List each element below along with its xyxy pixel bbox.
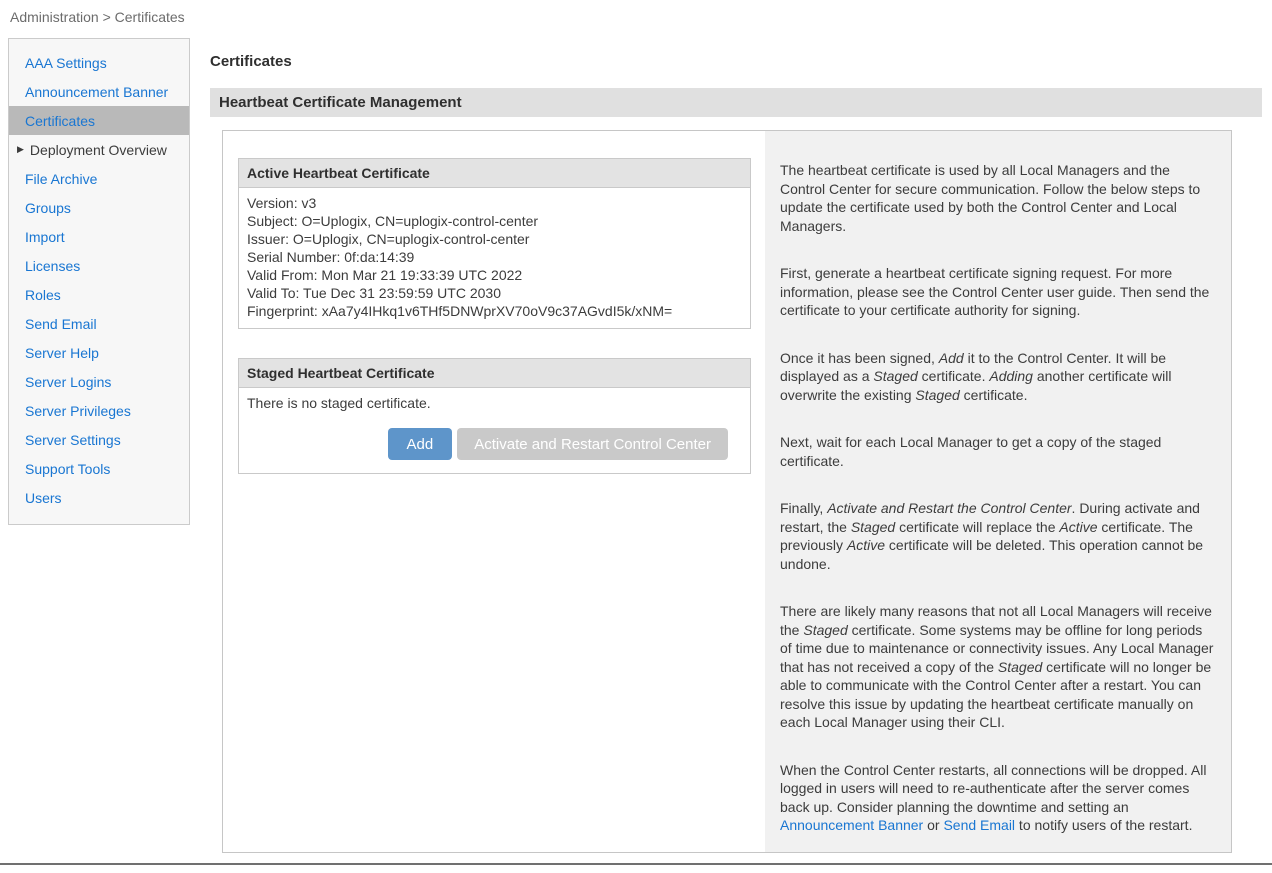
text-segment: certificate. bbox=[959, 386, 1028, 403]
sidebar-item-file-archive[interactable]: File Archive bbox=[25, 170, 98, 187]
sidebar-item-support-tools[interactable]: Support Tools bbox=[25, 460, 111, 477]
text-segment: certificate. bbox=[917, 368, 990, 384]
sidebar-item-server-logins[interactable]: Server Logins bbox=[25, 373, 112, 390]
text-segment: Next, wait for each Local Manager to get a copy of the staged certificate. bbox=[780, 434, 1162, 469]
sidebar-item-server-help[interactable]: Server Help bbox=[25, 344, 99, 361]
sidebar-item-groups[interactable]: Groups bbox=[25, 199, 71, 216]
help-paragraph bbox=[780, 264, 1215, 320]
help-paragraph bbox=[780, 349, 1215, 405]
sidebar-item-announcement-banner[interactable]: Announcement Banner bbox=[25, 83, 169, 100]
text-segment: Once it has been signed, bbox=[780, 349, 939, 366]
text-segment: . During activate and restart, the bbox=[780, 500, 1200, 535]
text-segment: There are likely many reasons that not all Local Managers will receive the bbox=[780, 603, 1212, 638]
send-email-link[interactable]: Send Email bbox=[943, 817, 1016, 833]
cert-fingerprint-line: Fingerprint: xAa7y4IHkq1v6THf5DNWprXV70oV9c37AGvdI5k/xNM= bbox=[247, 303, 673, 319]
active-certificate-details bbox=[239, 188, 750, 328]
sidebar bbox=[8, 38, 190, 525]
staged-button-row bbox=[247, 428, 742, 465]
sidebar-item-send-email[interactable]: Send Email bbox=[25, 315, 97, 332]
text-segment: First, generate a heartbeat certificate signing request. For more information, please see the Control Center user guide. Then send the certificate to your certificate authority for signing. bbox=[780, 265, 1210, 318]
text-segment: another certificate will overwrite the existing bbox=[780, 368, 1172, 403]
help-paragraph bbox=[780, 499, 1215, 573]
sidebar-item-aaa-settings[interactable]: AAA Settings bbox=[25, 54, 107, 71]
staged-certificate-header: Staged Heartbeat Certificate bbox=[239, 359, 750, 388]
sidebar-item-deployment-overview[interactable] bbox=[9, 135, 189, 164]
text-segment: The heartbeat certificate is used by all Local Managers and the Control Center for secure communication. Follow the below steps to update the certificate used by both the Control Center and Local Managers. bbox=[780, 162, 1201, 234]
cert-subject-line: Subject: O=Uplogix, CN=uplogix-control-center bbox=[247, 213, 539, 229]
chevron-right-icon: ▶ bbox=[17, 144, 24, 154]
staged-certificate-body bbox=[239, 388, 750, 473]
text-segment: certificate will replace the bbox=[895, 518, 1060, 535]
emphasis-text: Staged bbox=[915, 386, 960, 403]
text-segment: certificate. The previously bbox=[780, 518, 1193, 553]
section-header: Heartbeat Certificate Management bbox=[219, 94, 462, 111]
emphasis-text: Staged bbox=[850, 518, 896, 535]
sidebar-item-certificates[interactable]: Certificates bbox=[9, 106, 189, 135]
text-segment: or bbox=[923, 817, 944, 833]
cert-version-line: Version: v3 bbox=[247, 195, 317, 211]
emphasis-text: Active bbox=[1059, 518, 1098, 535]
cert-serial-line: Serial Number: 0f:da:14:39 bbox=[247, 249, 415, 265]
text-segment: certificate. Some systems may be offline for long periods of time due to maintenance or connectivity issues. Any Local Manager that has not received a copy of the bbox=[780, 621, 1214, 675]
announcement-banner-link[interactable]: Announcement Banner bbox=[780, 817, 924, 833]
text-segment: Finally, bbox=[780, 500, 828, 516]
emphasis-text: Adding bbox=[989, 368, 1033, 384]
breadcrumb: Administration > Certificates bbox=[10, 9, 185, 25]
text-segment: it to the Control Center. It will be displayed as a bbox=[780, 349, 1167, 384]
section-header-bar bbox=[210, 88, 1262, 117]
cert-issuer-line: Issuer: O=Uplogix, CN=uplogix-control-center bbox=[247, 231, 530, 247]
cert-valid-to-line: Valid To: Tue Dec 31 23:59:59 UTC 2030 bbox=[247, 285, 501, 301]
sidebar-item-roles[interactable]: Roles bbox=[25, 286, 61, 303]
help-paragraph bbox=[780, 602, 1215, 732]
help-panel bbox=[765, 131, 1231, 852]
staged-empty-message: There is no staged certificate. bbox=[247, 395, 431, 411]
add-button[interactable]: Add bbox=[388, 428, 453, 460]
emphasis-text: Staged bbox=[873, 368, 918, 384]
emphasis-text: Staged bbox=[997, 658, 1043, 675]
activate-restart-button[interactable]: Activate and Restart Control Center bbox=[457, 428, 728, 460]
sidebar-item-import[interactable]: Import bbox=[25, 228, 65, 245]
sidebar-item-users[interactable]: Users bbox=[25, 489, 62, 506]
help-paragraph bbox=[780, 761, 1215, 835]
active-certificate-header: Active Heartbeat Certificate bbox=[239, 159, 750, 188]
certificate-content-panel bbox=[222, 130, 1232, 853]
certificate-panels-column bbox=[223, 131, 766, 852]
footer-divider bbox=[0, 863, 1272, 865]
text-segment: to notify users of the restart. bbox=[1015, 817, 1193, 833]
emphasis-text: Activate and Restart the Control Center bbox=[827, 500, 1072, 516]
sidebar-item-server-privileges[interactable]: Server Privileges bbox=[25, 402, 131, 419]
help-paragraph bbox=[780, 433, 1215, 470]
text-segment: certificate will no longer be able to communicate with the Control Center after a restart. You can resolve this issue by updating the heartbeat certificate manually on each Local Manager using their CLI. bbox=[780, 658, 1212, 730]
sidebar-item-label: Deployment Overview bbox=[29, 141, 167, 158]
staged-certificate-panel bbox=[238, 358, 751, 474]
page-title: Certificates bbox=[210, 53, 292, 70]
emphasis-text: Staged bbox=[803, 621, 848, 638]
emphasis-text: Active bbox=[846, 537, 886, 553]
help-paragraph bbox=[780, 161, 1215, 235]
sidebar-item-licenses[interactable]: Licenses bbox=[25, 257, 81, 274]
emphasis-text: Add bbox=[938, 349, 964, 366]
text-segment: certificate will be deleted. This operation cannot be undone. bbox=[780, 537, 1204, 572]
cert-valid-from-line: Valid From: Mon Mar 21 19:33:39 UTC 2022 bbox=[247, 267, 523, 283]
active-certificate-panel bbox=[238, 158, 751, 329]
sidebar-item-server-settings[interactable]: Server Settings bbox=[25, 431, 121, 448]
text-segment: When the Control Center restarts, all connections will be dropped. All logged in users will need to re-authenticate after the server comes back up. Consider planning the downtime and setting an bbox=[780, 761, 1207, 815]
